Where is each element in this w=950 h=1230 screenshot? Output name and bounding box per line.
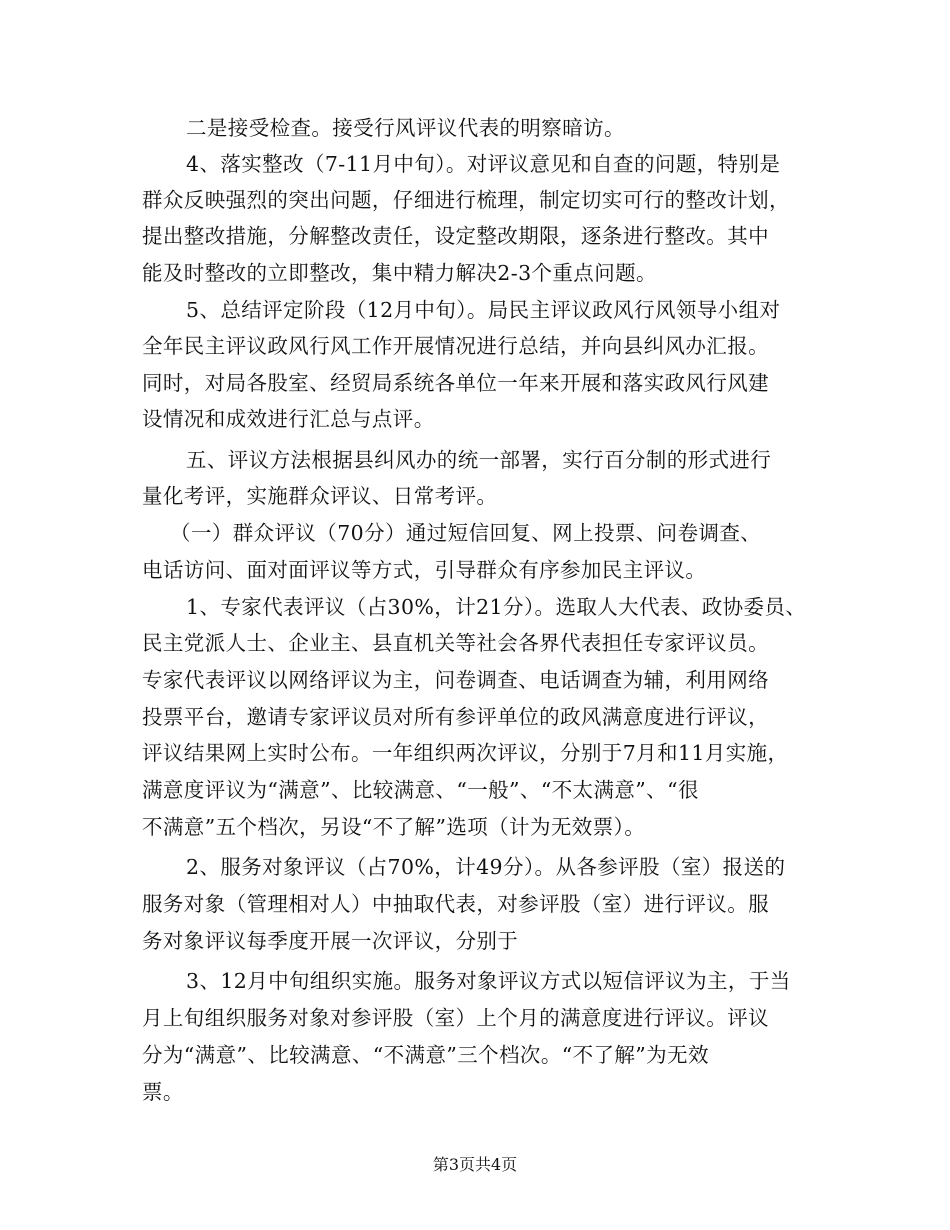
paragraph-line-23: 务对象评议每季度开展一次评议，分别于 [142,929,519,953]
paragraph-line-6: 5、总结评定阶段（12月中旬）。局民主评议政风行风领导小组对 [186,298,781,322]
paragraph-line-13: 电话访问、面对面评议等方式，引导群众有序参加民主评议。 [142,558,707,582]
paragraph-line-4: 提出整改措施，分解整改责任，设定整改期限，逐条进行整改。其中 [142,224,769,248]
paragraph-line-11: 量化考评，实施群众评议、日常考评。 [142,484,498,508]
paragraph-line-20: 不满意”五个档次，另设“不了解”选项（计为无效票）。 [142,815,646,839]
paragraph-line-26: 分为“满意”、比较满意、“不满意”三个档次。“不了解”为无效 [142,1043,709,1067]
paragraph-line-2: 4、落实整改（7-11月中旬）。对评议意见和自查的问题，特别是 [186,152,781,176]
paragraph-line-10: 五、评议方法根据县纠风办的统一部署，实行百分制的形式进行 [186,448,772,472]
paragraph-line-21: 2、服务对象评议（占70%，计49分）。从各参评股（室）报送的 [186,855,786,879]
paragraph-line-14: 1、专家代表评议（占30%，计21分）。选取人大代表、政协委员、 [186,595,807,619]
paragraph-line-12: （一）群众评议（70分）通过短信回复、网上投票、问卷调查、 [170,521,762,545]
paragraph-line-17: 投票平台，邀请专家评议员对所有参评单位的政风满意度进行评议， [142,705,769,729]
paragraph-line-15: 民主党派人士、企业主、县直机关等社会各界代表担任专家评议员。 [142,631,769,655]
paragraph-line-25: 月上旬组织服务对象对参评股（室）上个月的满意度进行评议。评议 [142,1006,769,1030]
paragraph-line-9: 设情况和成效进行汇总与点评。 [142,407,435,431]
paragraph-line-18: 评议结果网上实时公布。一年组织两次评议，分别于7月和11月实施， [142,741,789,765]
paragraph-line-19: 满意度评议为“满意”、比较满意、“一般”、“不太满意”、“很 [142,778,699,802]
paragraph-line-5: 能及时整改的立即整改，集中精力解决2-3个重点问题。 [142,261,657,285]
paragraph-line-8: 同时，对局各股室、经贸局系统各单位一年来开展和落实政风行风建 [142,371,769,395]
paragraph-line-3: 群众反映强烈的突出问题，仔细进行梳理，制定切实可行的整改计划， [142,188,790,212]
paragraph-line-16: 专家代表评议以网络评议为主，问卷调查、电话调查为辅，利用网络 [142,668,769,692]
paragraph-line-27: 票。 [142,1080,184,1104]
paragraph-line-24: 3、12月中旬组织实施。服务对象评议方式以短信评议为主，于当 [186,969,791,993]
paragraph-line-22: 服务对象（管理相对人）中抽取代表，对参评股（室）进行评议。服 [142,892,769,916]
page-number-footer: 第3页共4页 [432,1155,518,1174]
paragraph-line-1: 二是接受检查。接受行风评议代表的明察暗访。 [186,116,625,140]
paragraph-line-7: 全年民主评议政风行风工作开展情况进行总结，并向县纠风办汇报。 [142,334,769,358]
